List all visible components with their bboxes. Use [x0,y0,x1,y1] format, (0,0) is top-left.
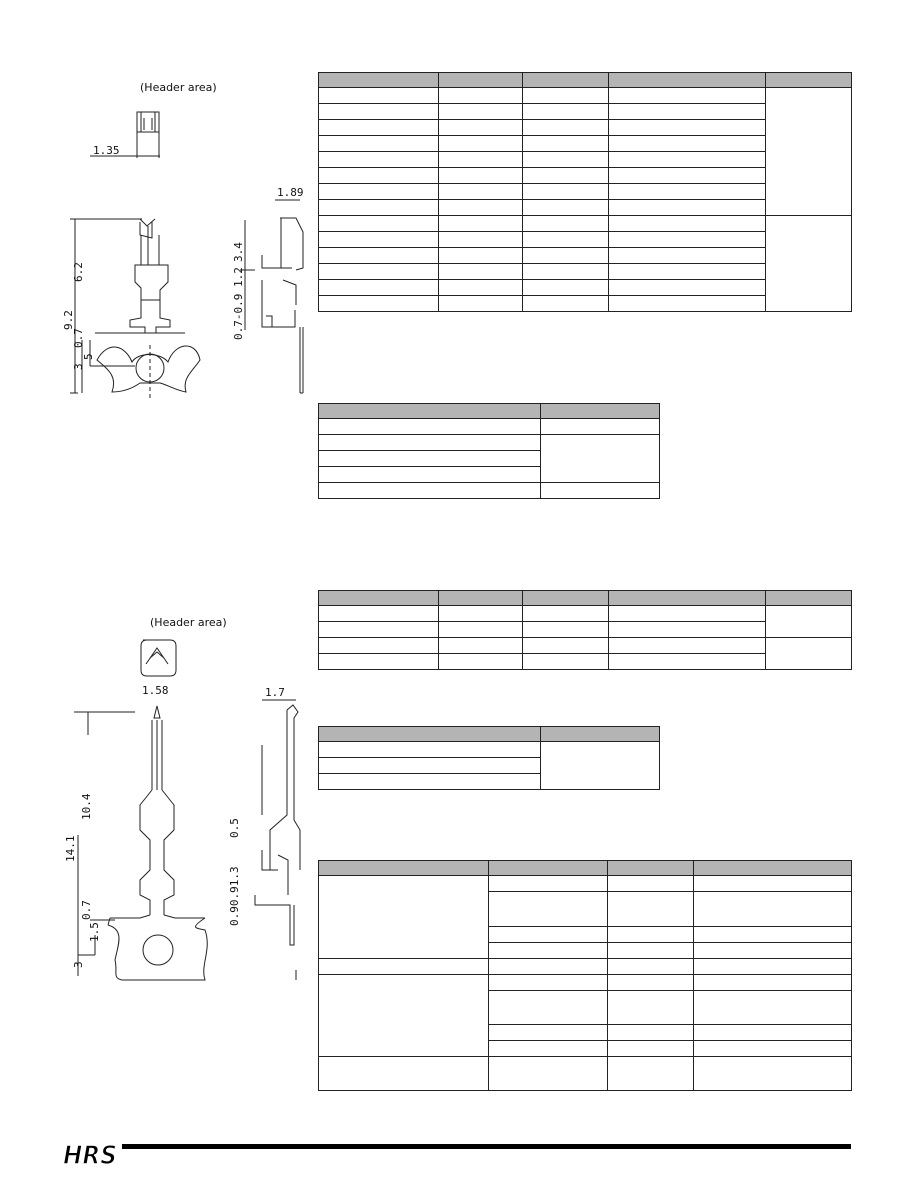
dim-length-5: 5 [82,353,95,360]
table-header-row [319,727,660,742]
dim-total-length-2: 14.1 [64,835,77,862]
spec-table-2 [318,403,660,499]
side-view-2 [255,700,300,980]
footer-rule [122,1144,851,1149]
dim-length-3-1: 3 [72,363,85,370]
merged-cell [319,876,489,959]
merged-cell [766,216,852,312]
dim-side-pitch-1: 0.7-0.9 1.2 [232,267,245,340]
header-area-detail-2 [141,640,176,676]
merged-cell [766,606,852,638]
hrs-logo-text: HRS [63,1141,117,1171]
dim-length-1-5: 1.5 [88,922,101,942]
dim-side-pitch-2: 0.90.91.3 [228,866,241,926]
table-row [319,638,852,654]
spec-table-4 [318,726,660,790]
spec-table-3 [318,590,852,670]
table-row [319,88,852,104]
spec-table-1 [318,72,852,312]
dim-length-10-4: 10.4 [80,793,93,820]
dim-side-3-4: 3.4 [232,242,245,262]
table-row [319,483,660,499]
table-row [319,1057,852,1091]
merged-cell [766,88,852,216]
merged-cell [766,638,852,670]
front-view-1 [70,219,200,400]
table-header-row [319,591,852,606]
table-header-row [319,73,852,88]
dim-side-width-2: 1.7 [265,686,285,699]
table-row [319,742,660,758]
merged-cell [319,975,489,1057]
side-view-1 [240,200,303,393]
hrs-logo [62,1136,118,1172]
table-row [319,959,852,975]
dim-length-0-7-1: 0.7 [72,328,85,348]
dim-side-width-1: 1.89 [277,186,304,199]
dim-length-0-7-2: 0.7 [80,900,93,920]
table-header-row [319,861,852,876]
table-row [319,216,852,232]
table-row [319,975,852,991]
merged-cell [541,435,660,483]
dim-length-6-2: 6.2 [72,262,85,282]
merged-cell [541,742,660,790]
dim-header-width-1: 1.35 [93,144,120,157]
table-row [319,419,660,435]
table-row [319,435,660,451]
header-area-label-1: (Header area) [140,81,217,94]
dim-side-0-5: 0.5 [228,818,241,838]
dim-length-3-2: 3 [72,961,85,968]
table-row [319,606,852,622]
table-row [319,876,852,892]
dim-total-length-1: 9.2 [62,310,75,330]
dim-header-width-2: 1.58 [142,684,169,697]
spec-table-5 [318,860,852,1091]
table-header-row [319,404,660,419]
header-area-label-2: (Header area) [150,616,227,629]
